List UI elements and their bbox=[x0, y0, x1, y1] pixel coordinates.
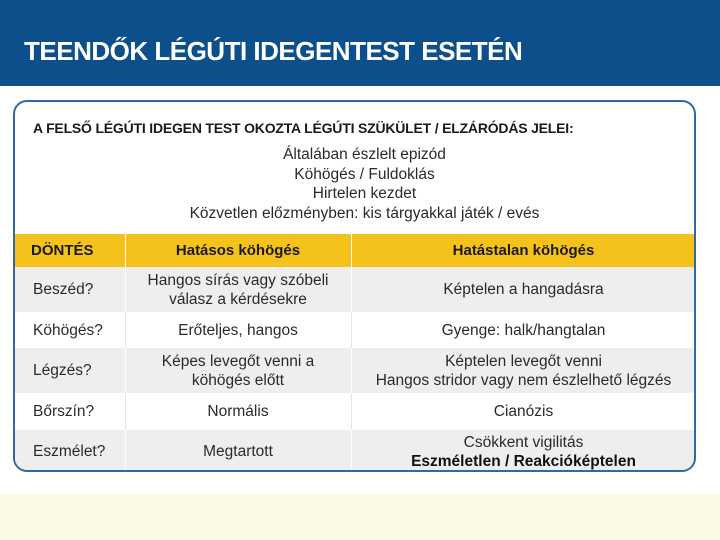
effective-cell bbox=[125, 267, 351, 312]
ineffective-cell bbox=[351, 430, 696, 472]
sign-item: Közvetlen előzményben: kis tárgyakkal játék / evés bbox=[189, 204, 540, 222]
ineffective-cell bbox=[351, 312, 696, 348]
header-ineffective-cough: Hatástalan köhögés bbox=[351, 234, 696, 267]
cell-line: köhögés előtt bbox=[191, 371, 285, 389]
table-header-row bbox=[15, 234, 696, 267]
cell-line: Normális bbox=[207, 403, 269, 420]
decision-table bbox=[15, 234, 696, 472]
cell-line: Megtartott bbox=[203, 443, 273, 460]
cell-line: Cianózis bbox=[493, 403, 554, 420]
cell-line: Gyenge: halk/hangtalan bbox=[441, 321, 606, 339]
cell-line: Képtelen levegőt venni bbox=[445, 352, 602, 370]
effective-cell bbox=[125, 393, 351, 430]
sign-item: Köhögés / Fuldoklás bbox=[294, 165, 435, 183]
cell-line: Csökkent vigilitás bbox=[463, 433, 584, 451]
ineffective-cell bbox=[351, 267, 696, 312]
row-label-breathing: Légzés? bbox=[15, 348, 125, 393]
slide-header bbox=[0, 0, 720, 86]
cell-line: Képes levegőt venni a bbox=[161, 352, 315, 370]
effective-cell bbox=[125, 348, 351, 393]
cell-line: Erőteljes, hangos bbox=[178, 321, 298, 339]
row-label-consciousness: Eszmélet? bbox=[15, 430, 125, 472]
signs-heading: A FELSŐ LÉGÚTI IDEGEN TEST OKOZTA LÉGÚTI SZÜKÜLET / ELZÁRÓDÁS JELEI: bbox=[33, 120, 574, 136]
sign-item: Általában észlelt epizód bbox=[283, 146, 446, 163]
airway-obstruction-card bbox=[13, 100, 696, 472]
ineffective-cell bbox=[351, 348, 696, 393]
table-row bbox=[15, 312, 696, 348]
effective-cell bbox=[125, 430, 351, 472]
table-row bbox=[15, 348, 696, 393]
header-decision: DÖNTÉS bbox=[15, 234, 125, 267]
cell-line: Hangos stridor vagy nem észlelhető légzés bbox=[375, 371, 672, 389]
row-label-skin-color: Bőrszín? bbox=[15, 393, 125, 430]
cell-line: Hangos sírás vagy szóbeli bbox=[147, 271, 329, 289]
slide-title: TEENDŐK LÉGÚTI IDEGENTEST ESETÉN bbox=[24, 36, 523, 66]
cell-line-emphasis: Eszméletlen / Reakcióképtelen bbox=[411, 452, 636, 470]
ineffective-cell bbox=[351, 393, 696, 430]
signs-list bbox=[15, 145, 694, 223]
footer-band bbox=[0, 494, 720, 540]
effective-cell bbox=[125, 312, 351, 348]
table-row bbox=[15, 267, 696, 312]
cell-line: válasz a kérdésekre bbox=[169, 290, 307, 308]
row-label-cough: Köhögés? bbox=[15, 312, 125, 348]
header-effective-cough: Hatásos köhögés bbox=[125, 234, 351, 267]
signs-section bbox=[15, 102, 694, 234]
sign-item: Hirtelen kezdet bbox=[312, 185, 417, 202]
table-row bbox=[15, 393, 696, 430]
cell-line: Képtelen a hangadásra bbox=[443, 281, 604, 298]
row-label-speech: Beszéd? bbox=[15, 267, 125, 312]
table-row bbox=[15, 430, 696, 472]
